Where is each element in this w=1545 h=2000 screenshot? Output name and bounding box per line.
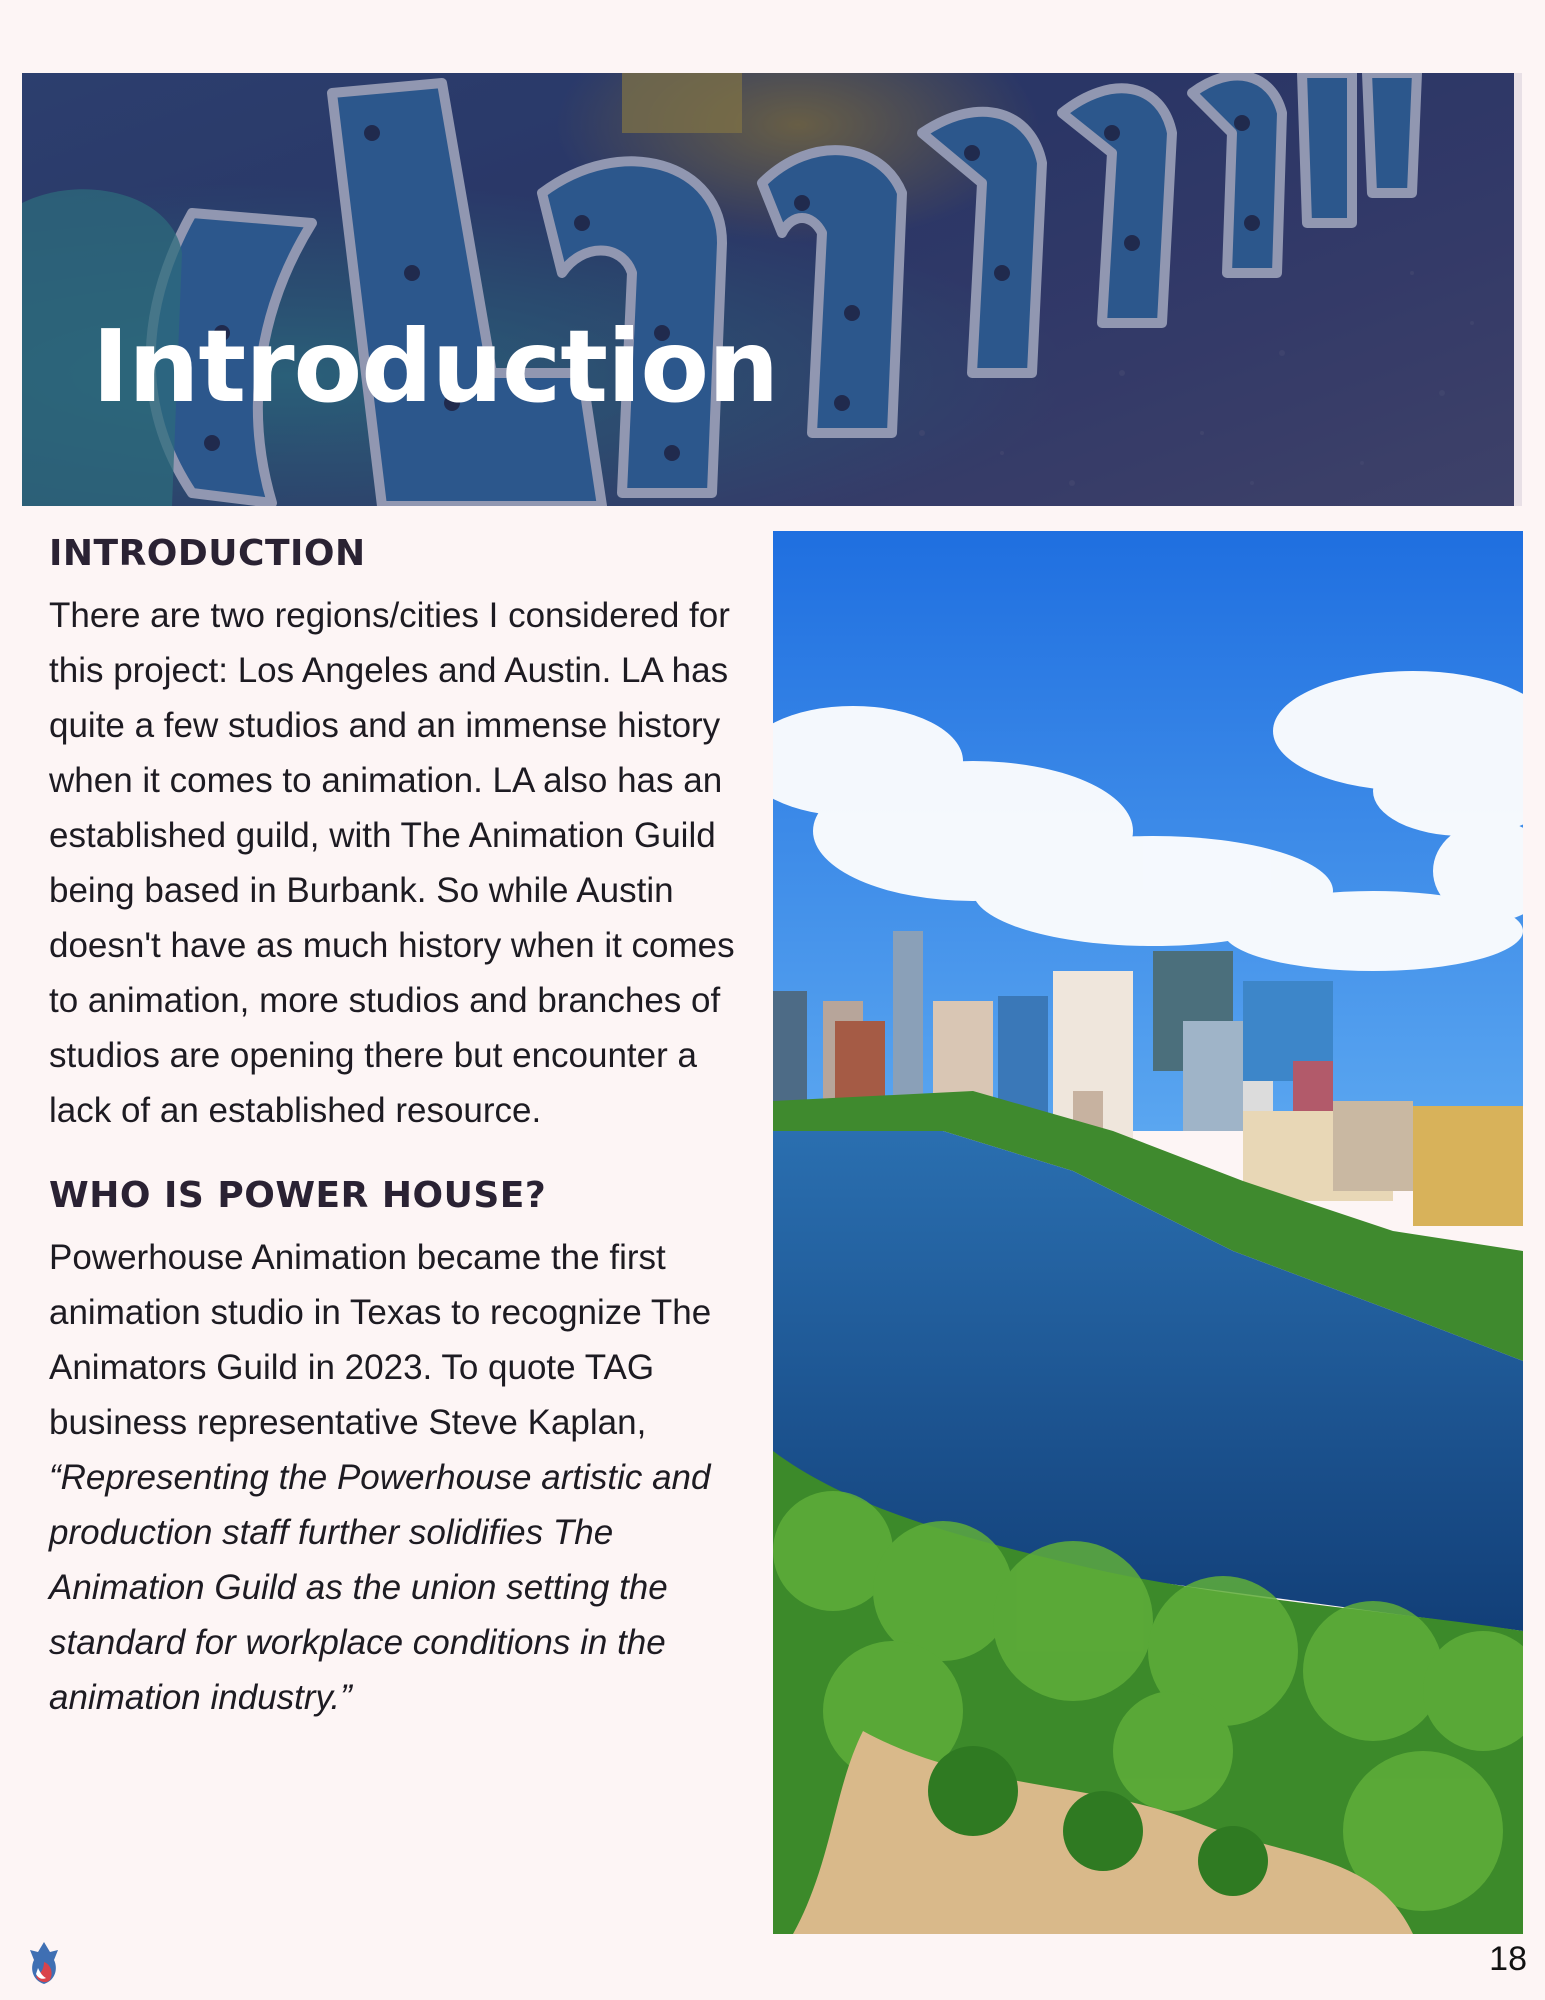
austin-skyline-photo xyxy=(773,531,1523,1934)
kaplan-quote: “Representing the Powerhouse artistic and production staff further solidifies The Animation Guild as the union setting the standard for workplace conditions in the animation industry.” xyxy=(49,1458,711,1717)
introduction-body: There are two regions/cities I considered for this project: Los Angeles and Austin. LA has quite a few studios and an immense history when it comes to animation. LA also has an established guild, with The Animation Guild being based in Burbank. So while Austin doesn't have as much history when it comes to animation, more studios and branches of studios are opening there but encounter a lack of an established resource. xyxy=(49,596,735,1130)
power-house-body-text: Powerhouse Animation became the first animation studio in Texas to recognize The Animators Guild in 2023. To quote TAG business representative Steve Kaplan, xyxy=(49,1238,712,1442)
banner-edge xyxy=(1514,73,1522,506)
text-column xyxy=(49,530,759,1725)
header-banner xyxy=(22,73,1514,506)
page-title: Introduction xyxy=(92,308,779,425)
section-heading-introduction: INTRODUCTION xyxy=(49,533,366,574)
guild-logo-icon xyxy=(24,1938,64,1986)
section-heading-power-house: WHO IS POWER HOUSE? xyxy=(49,1175,547,1216)
page-number: 18 xyxy=(1489,1940,1527,1978)
neon-sign-letters-image xyxy=(22,73,1514,506)
power-house-body xyxy=(49,1230,759,1725)
